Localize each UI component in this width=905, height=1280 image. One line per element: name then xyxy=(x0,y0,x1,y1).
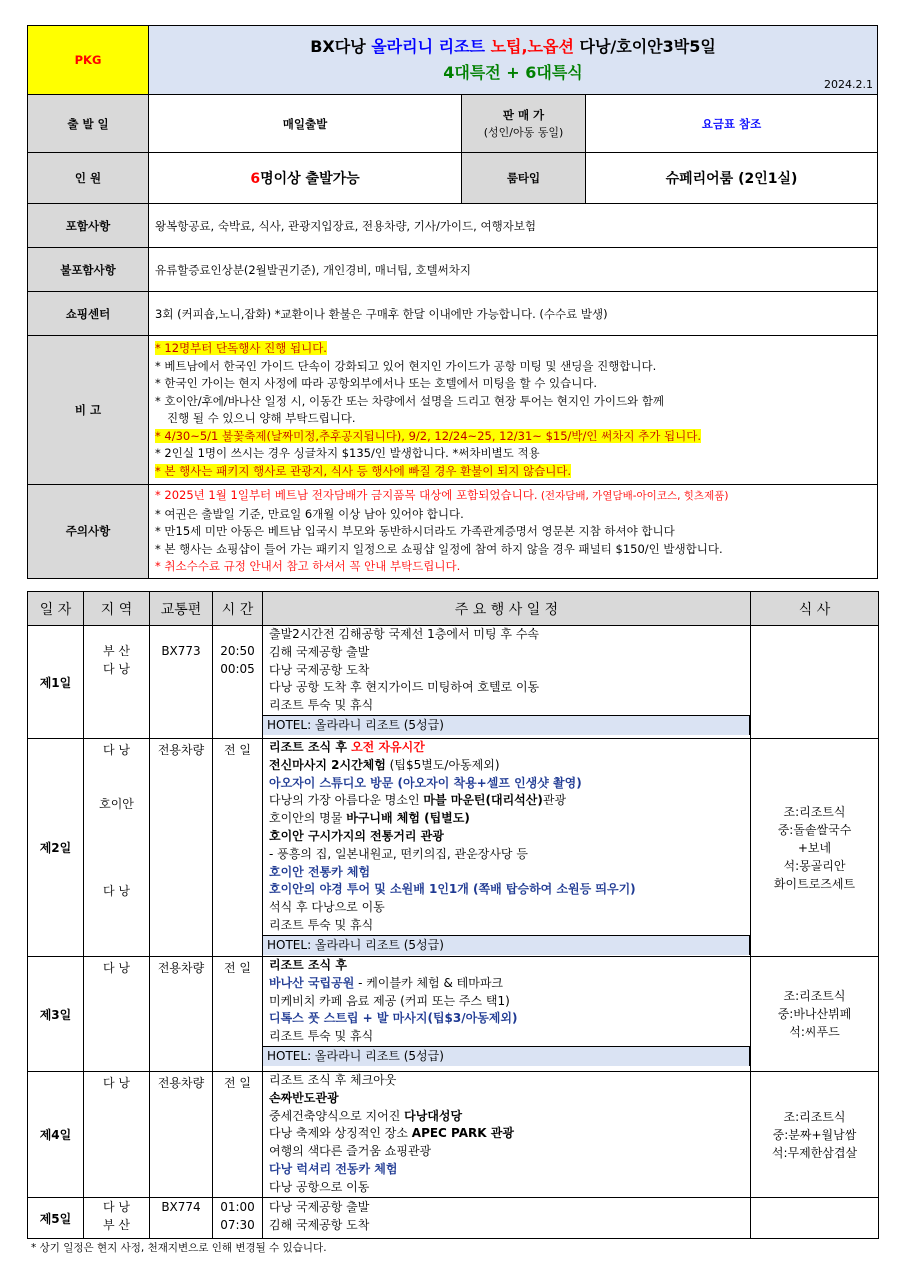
schedule-line: 다낭 공항 도착 후 현지가이드 미팅하여 호텔로 이동 xyxy=(269,680,540,695)
title-resort: 올라리니 리조트 xyxy=(371,37,485,56)
day3-region: 다 낭 xyxy=(84,957,150,1072)
schedule-line: 손짜반도관광 xyxy=(269,1090,339,1105)
day5-transport: BX774 xyxy=(150,1198,213,1239)
day5-label: 제5일 xyxy=(28,1198,84,1239)
region-text: 호이안 xyxy=(99,796,134,811)
meal-text: 석:씨푸드 xyxy=(789,1025,840,1039)
caution-line-extra: (전자담배, 가열담배-아이코스, 힛츠제품) xyxy=(537,490,729,502)
day1-region xyxy=(84,626,150,739)
schedule-line: 출발2시간전 김해공항 국제선 1층에서 미팅 후 수속 xyxy=(269,627,539,641)
day5-time xyxy=(213,1198,263,1239)
title-notip: 노팁,노옵션 xyxy=(490,37,574,56)
schedule-line: 호이안의 명물 바구니배 체험 (팁별도) xyxy=(269,811,470,826)
remark-line: * 2인실 1명이 쓰시는 경우 싱글차지 $135/인 발생합니다. *써차비별도 적용 xyxy=(155,446,540,460)
day2-row xyxy=(28,739,879,957)
meal-text: 석:몽골리안 xyxy=(783,858,846,873)
price-value: 요금표 참조 xyxy=(586,95,878,153)
meal-text: 조:리조트식 xyxy=(783,1109,846,1124)
caution-line: * 취소수수료 규정 안내서 참고 하셔서 꼭 안내 부탁드립니다. xyxy=(155,559,461,573)
remarks-content xyxy=(149,336,878,485)
departure-value: 매일출발 xyxy=(149,95,462,153)
remark-line: * 4/30~5/1 불꽃축제(날짜미정,추후공지됩니다), 9/2, 12/24~25, 12/31~ $15/박/인 써차지 추가 됩니다. xyxy=(155,428,701,443)
day3-row xyxy=(28,957,879,1072)
day1-schedule xyxy=(263,626,751,739)
meal-text: +보네 xyxy=(797,840,832,855)
day3-time: 전 일 xyxy=(213,957,263,1072)
title-route: 다낭/호이안3박5일 xyxy=(573,37,716,56)
schedule-line: 중세건축양식으로 지어진 다낭대성당 xyxy=(269,1108,463,1123)
meal-text: 조:리조트식 xyxy=(783,989,846,1003)
price-sub-label: (성인/아동 동일) xyxy=(483,125,564,139)
day1-transport: BX773 xyxy=(150,626,213,739)
caution-line: * 본 행사는 쇼핑샵이 들어 가는 패키지 일정으로 쇼핑샵 일정에 참여 하지 않을 경우 패널티 $150/인 발생합니다. xyxy=(155,541,723,556)
remark-line: * 본 행사는 패키지 행사로 관광지, 식사 등 행사에 빠질 경우 환불이 되지 않습니다. xyxy=(155,463,572,478)
meal-text: 중:분짜+월남쌈 xyxy=(772,1127,857,1142)
schedule-line: 호이안 구시가지의 전통거리 관광 xyxy=(269,828,444,843)
room-label: 룸타입 xyxy=(462,153,586,204)
day2-meal xyxy=(751,739,879,957)
caution-content xyxy=(149,485,878,579)
day4-time: 전 일 xyxy=(213,1072,263,1198)
schedule-line: 리조트 투숙 및 휴식 xyxy=(269,1029,374,1044)
schedule-line: 리조트 조식 후 체크아웃 xyxy=(269,1073,397,1087)
remark-line: * 한국인 가이는 현지 사정에 따라 공항외부에서나 또는 호텔에서 미팅을 할 수 있습니다. xyxy=(155,376,598,390)
caution-line: * 여권은 출발일 기준, 만료일 6개월 이상 남아 있어야 합니다. xyxy=(155,506,464,521)
schedule-line: 리조트 조식 후 오전 자유시간 xyxy=(269,740,425,754)
exclude-value: 유류할증료인상분(2월발권기준), 개인경비, 매너팁, 호텔써차지 xyxy=(149,248,878,292)
header-region: 지 역 xyxy=(84,592,150,626)
document-date: 2024.2.1 xyxy=(824,78,873,91)
day3-schedule xyxy=(263,957,751,1072)
region-text: 다 낭 xyxy=(103,743,130,757)
footnote: * 상기 일정은 현지 사정, 천재지변으로 인해 변경될 수 있습니다. xyxy=(31,1242,327,1254)
time-text: 01:00 xyxy=(220,1200,255,1214)
schedule-line: 김해 국제공항 도착 xyxy=(269,1217,370,1232)
day2-time: 전 일 xyxy=(213,739,263,957)
schedule-line: 리조트 투숙 및 휴식 xyxy=(269,698,374,713)
region-text: 다 낭 xyxy=(103,1200,130,1214)
day5-region xyxy=(84,1198,150,1239)
departure-label: 출 발 일 xyxy=(28,95,149,153)
day5-row xyxy=(28,1198,879,1239)
day3-transport: 전용차량 xyxy=(150,957,213,1072)
schedule-line: 리조트 조식 후 xyxy=(269,958,347,972)
day3-label: 제3일 xyxy=(28,957,84,1072)
day4-label: 제4일 xyxy=(28,1072,84,1198)
meal-text: 중:돌솥쌀국수 xyxy=(777,822,852,837)
header-meal: 식 사 xyxy=(751,592,879,626)
shopping-label: 쇼핑센터 xyxy=(28,292,149,336)
remark-line: * 12명부터 단독행사 진행 됩니다. xyxy=(155,341,327,355)
schedule-line: 김해 국제공항 출발 xyxy=(269,644,370,659)
time-text: 20:50 xyxy=(220,644,255,658)
schedule-line: 아오자이 스튜디오 방문 (아오자이 착용+셀프 인생샷 촬영) xyxy=(269,775,582,790)
schedule-line: 호이안 전통카 체험 xyxy=(269,864,371,879)
day3-hotel: HOTEL: 올라라니 리조트 (5성급) xyxy=(263,1046,750,1066)
meal-text: 조:리조트식 xyxy=(783,804,846,819)
day4-region: 다 낭 xyxy=(84,1072,150,1198)
remark-line: * 호이안/후에/바나산 일정 시, 이동간 또는 차량에서 설명을 드리고 현장 투어는 현지인 가이드와 함께 xyxy=(155,393,665,408)
header-main-schedule: 주 요 행 사 일 정 xyxy=(263,592,751,626)
caution-label: 주의사항 xyxy=(28,485,149,579)
day4-row xyxy=(28,1072,879,1198)
schedule-line: 리조트 투숙 및 휴식 xyxy=(269,917,374,932)
schedule-line: 다낭 공항으로 이동 xyxy=(269,1179,370,1194)
time-text: 00:05 xyxy=(220,661,255,676)
day5-meal xyxy=(751,1198,879,1239)
package-info-table xyxy=(27,25,878,579)
meal-text: 화이트로즈세트 xyxy=(773,876,856,891)
region-text: 부 산 xyxy=(103,1217,130,1232)
day2-region xyxy=(84,739,150,957)
region-text: 다 낭 xyxy=(103,661,130,676)
remark-line: * 베트남에서 한국인 가이드 단속이 강화되고 있어 현지인 가이드가 공항 미팅 및 샌딩을 진행합니다. xyxy=(155,358,657,373)
schedule-line: 디톡스 풋 스트립 + 발 마사지(팁$3/아동제외) xyxy=(269,1011,518,1026)
package-subtitle: 4대특전 + 6대특식 xyxy=(443,63,583,82)
remark-line: 진행 될 수 있으니 양해 부탁드립니다. xyxy=(167,411,356,425)
header-time: 시 간 xyxy=(213,592,263,626)
region-text: 다 낭 xyxy=(103,884,130,898)
day2-label: 제2일 xyxy=(28,739,84,957)
day4-meal xyxy=(751,1072,879,1198)
day4-schedule xyxy=(263,1072,751,1198)
header-transport: 교통편 xyxy=(150,592,213,626)
schedule-line: 전신마사지 2시간체험 (팁$5별도/아동제외) xyxy=(269,757,500,772)
day1-row xyxy=(28,626,879,739)
day3-meal xyxy=(751,957,879,1072)
meal-text: 석:무제한삼겹살 xyxy=(771,1145,858,1160)
title-cell xyxy=(149,26,878,95)
schedule-line: 다낭의 가장 아름다운 명소인 마블 마운틴(대리석산)관광 xyxy=(269,793,567,808)
schedule-line: 다낭 럭셔리 전동카 체험 xyxy=(269,1161,398,1176)
meal-text: 중:바나산뷔페 xyxy=(777,1007,852,1021)
caution-line: * 2025년 1월 1일부터 베트남 전자담배가 금지품목 대상에 포함되었습니다. xyxy=(155,488,538,502)
schedule-line: 석식 후 다낭으로 이동 xyxy=(269,900,385,915)
schedule-line: 다낭 국제공항 도착 xyxy=(269,662,370,677)
shopping-value: 3회 (커피숍,노니,잡화) *교환이나 환불은 구매후 한달 이내에만 가능합니다. (수수료 발생) xyxy=(149,292,878,336)
people-value: 명이상 출발가능 xyxy=(260,171,360,187)
schedule-line: 다낭 축제와 상징적인 장소 APEC PARK 관광 xyxy=(269,1126,514,1141)
people-min-number: 6 xyxy=(250,171,261,187)
day2-hotel: HOTEL: 올라라니 리조트 (5성급) xyxy=(263,935,750,955)
header-day: 일 자 xyxy=(28,592,84,626)
day1-time xyxy=(213,626,263,739)
day4-transport: 전용차량 xyxy=(150,1072,213,1198)
region-text: 부 산 xyxy=(103,644,130,658)
time-text: 07:30 xyxy=(220,1217,255,1232)
schedule-line: - 풍흥의 집, 일본내원교, 떤키의집, 관운장사당 등 xyxy=(269,846,528,861)
schedule-line: 미케비치 카페 음료 제공 (커피 또는 주스 택1) xyxy=(269,993,510,1008)
day1-label: 제1일 xyxy=(28,626,84,739)
price-label: 판 매 가 xyxy=(502,107,545,122)
schedule-line: 바나산 국립공원 - 케이블카 체험 & 테마파크 xyxy=(269,975,504,990)
day1-meal xyxy=(751,626,879,739)
exclude-label: 불포함사항 xyxy=(28,248,149,292)
include-value: 왕복항공료, 숙박료, 식사, 관광지입장료, 전용차량, 기사/가이드, 여행자보험 xyxy=(149,204,878,248)
package-title xyxy=(149,34,877,60)
remarks-label: 비 고 xyxy=(28,336,149,485)
title-airline: BX다낭 xyxy=(310,37,372,56)
day5-schedule xyxy=(263,1198,751,1239)
people-value-cell xyxy=(149,153,462,204)
caution-line: * 만15세 미만 아동은 베트남 입국시 부모와 동반하시더라도 가족관계증명서 영문본 지참 하셔야 합니다 xyxy=(155,524,675,538)
schedule-line: 호이안의 야경 투어 및 소원배 1인1개 (쪽배 탑승하여 소원등 띄우기) xyxy=(269,882,636,897)
day1-hotel: HOTEL: 올라라니 리조트 (5성급) xyxy=(263,715,750,735)
price-label-cell xyxy=(462,95,586,153)
day2-schedule xyxy=(263,739,751,957)
schedule-line: 여행의 색다른 즐거움 쇼핑관광 xyxy=(269,1144,432,1159)
room-value: 슈페리어룸 (2인1실) xyxy=(586,153,878,204)
day2-transport: 전용차량 xyxy=(150,739,213,957)
schedule-line: 다낭 국제공항 출발 xyxy=(269,1200,370,1214)
itinerary-table xyxy=(27,591,879,1239)
people-label: 인 원 xyxy=(28,153,149,204)
include-label: 포함사항 xyxy=(28,204,149,248)
pkg-badge: PKG xyxy=(28,26,149,95)
